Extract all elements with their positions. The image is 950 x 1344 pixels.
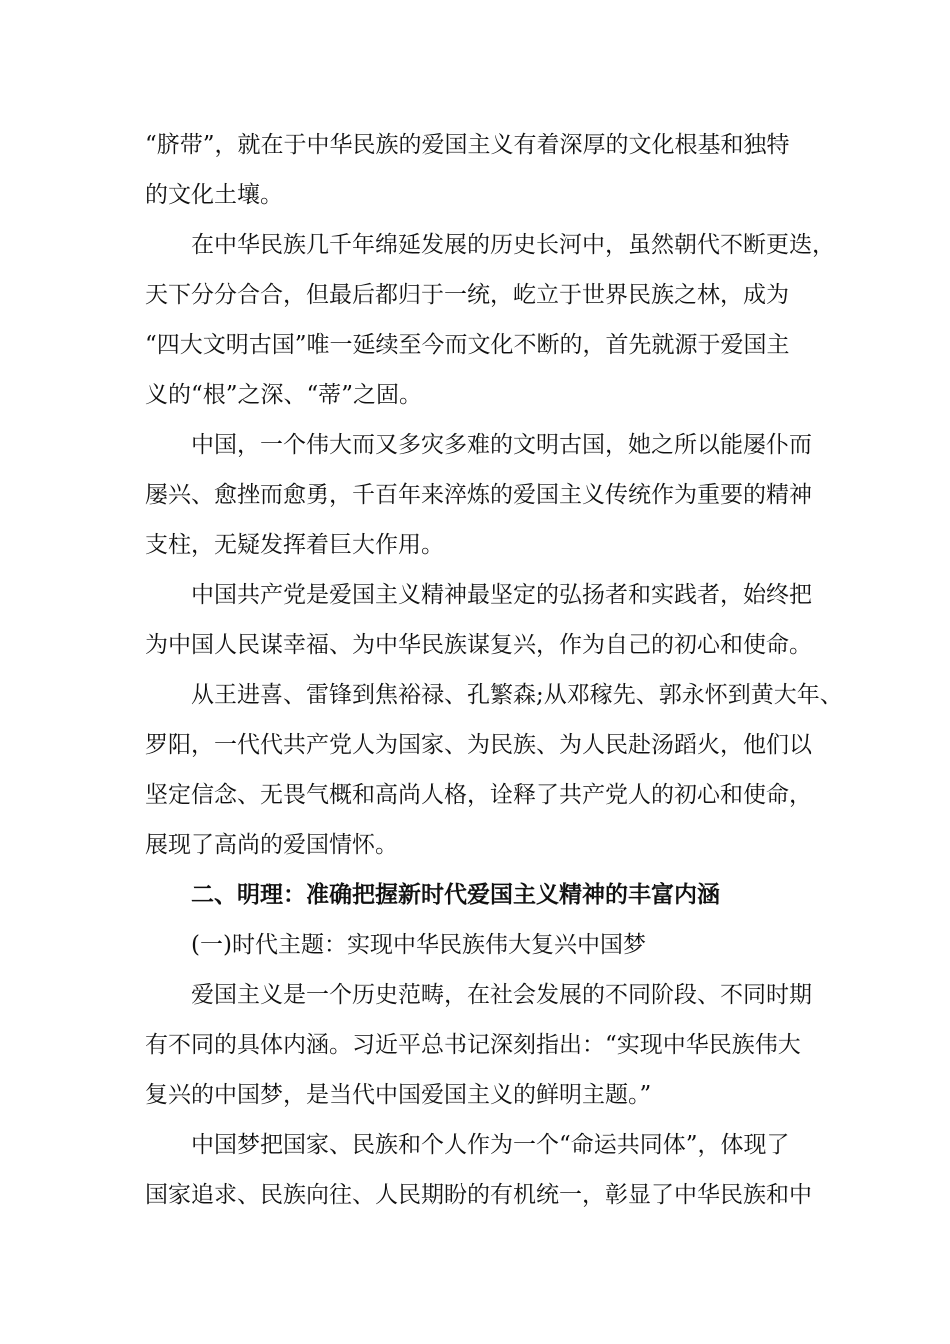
- text-line: 国家追求、民族向往、人民期盼的有机统一，彰显了中华民族和中: [145, 1182, 812, 1208]
- text-line: “脐带”，就在于中华民族的爱国主义有着深厚的文化根基和独特: [145, 132, 790, 158]
- text-line: 罗阳，一代代共产党人为国家、为民族、为人民赴汤蹈火，他们以: [145, 732, 812, 758]
- text-line: 为中国人民谋幸福、为中华民族谋复兴，作为自己的初心和使命。: [145, 632, 812, 658]
- text-line: 坚定信念、无畏气概和高尚人格，诠释了共产党人的初心和使命，: [145, 782, 812, 808]
- subsection-heading: (一)时代主题：实现中华民族伟大复兴中国梦: [191, 932, 646, 958]
- text-line: 支柱，无疑发挥着巨大作用。: [145, 532, 444, 558]
- text-line: 的文化土壤。: [145, 182, 283, 208]
- text-line: 屡兴、愈挫而愈勇，千百年来淬炼的爱国主义传统作为重要的精神: [145, 482, 812, 508]
- text-line: 天下分分合合，但最后都归于一统，屹立于世界民族之林，成为: [145, 282, 789, 308]
- text-line: “四大文明古国”唯一延续至今而文化不断的，首先就源于爱国主: [145, 332, 790, 358]
- paragraph-first-line: 爱国主义是一个历史范畴，在社会发展的不同阶段、不同时期: [191, 982, 812, 1008]
- text-line: 复兴的中国梦，是当代中国爱国主义的鲜明主题。”: [145, 1082, 652, 1108]
- paragraph-first-line: 在中华民族几千年绵延发展的历史长河中，虽然朝代不断更迭，: [191, 232, 835, 258]
- text-line: 义的“根”之深、“蒂”之固。: [145, 382, 423, 408]
- text-line: 展现了高尚的爱国情怀。: [145, 832, 398, 858]
- paragraph-first-line: 中国，一个伟大而又多灾多难的文明古国，她之所以能屡仆而: [191, 432, 812, 458]
- section-heading: 二、明理：准确把握新时代爱国主义精神的丰富内涵: [191, 881, 720, 908]
- paragraph-first-line: 从王进喜、雷锋到焦裕禄、孔繁森;从邓稼先、郭永怀到黄大年、: [191, 682, 843, 708]
- text-line: 有不同的具体内涵。习近平总书记深刻指出：“实现中华民族伟大: [145, 1032, 801, 1058]
- paragraph-first-line: 中国梦把国家、民族和个人作为一个“命运共同体”，体现了: [191, 1132, 790, 1158]
- paragraph-first-line: 中国共产党是爱国主义精神最坚定的弘扬者和实践者，始终把: [191, 582, 812, 608]
